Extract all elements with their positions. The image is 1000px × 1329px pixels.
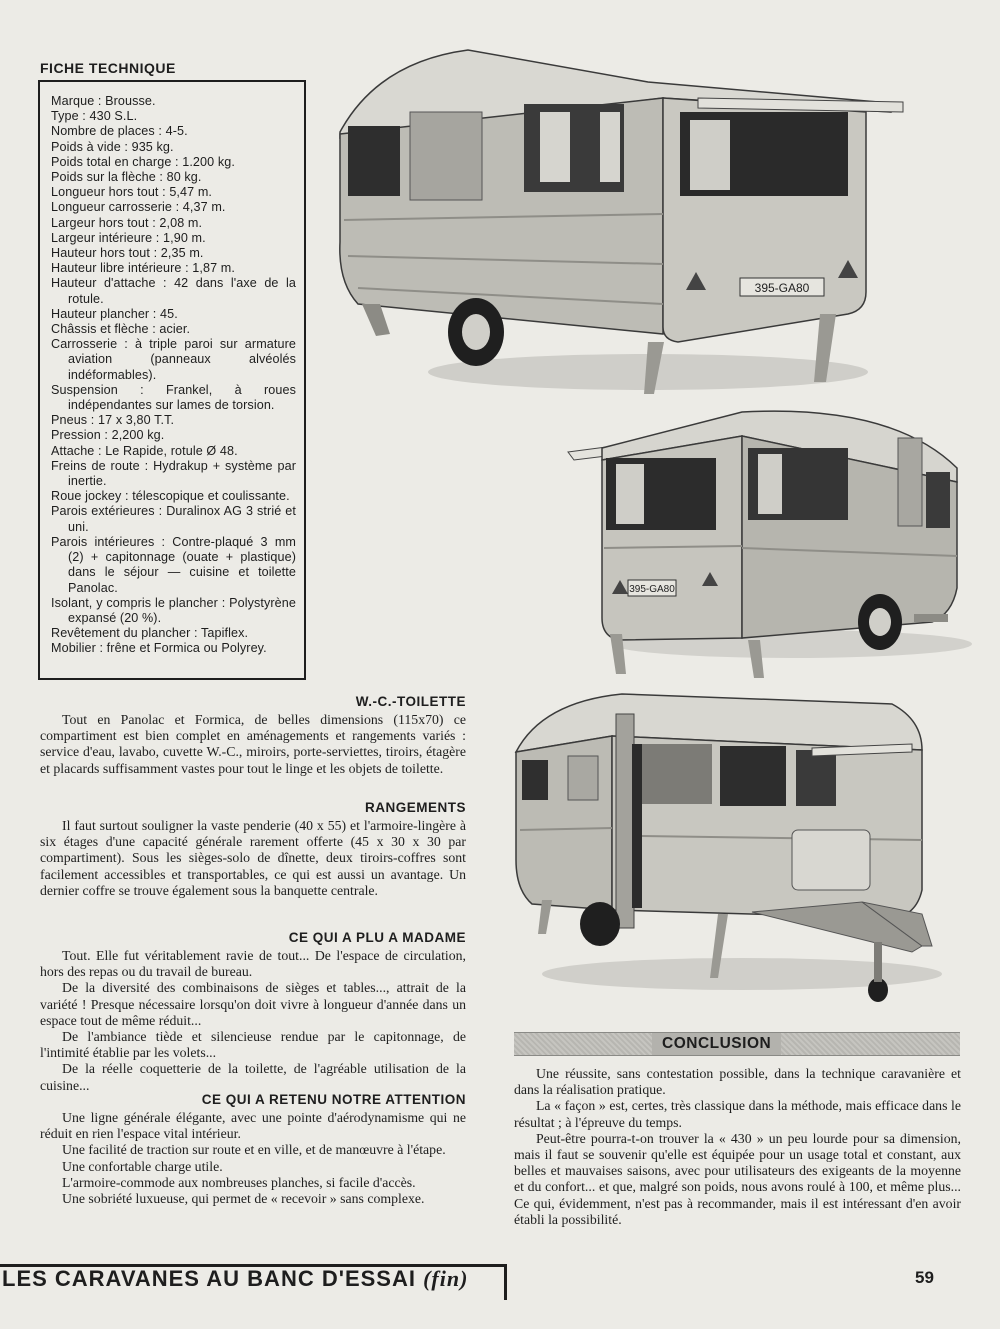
spec-item: Châssis et flèche : acier. [51, 322, 191, 337]
spec-item: Type : 430 S.L. [51, 109, 138, 124]
madame-section [40, 948, 466, 1094]
conclusion-section [514, 1066, 961, 1228]
spec-item: Pneus : 17 x 3,80 T.T. [51, 413, 175, 428]
rangements-paragraph: Il faut surtout souligner la vaste penderie (40 x 55) et l'armoire-lingère à six étages d'une capacité générale rarement offerte (45 x 30 x 30 par compartiment). Sous les sièges-solo de dînette, deux tiroirs-coffres sont facilement accessibles et transportables, ce qui est aussi un avantage. Un dernier coffre se trouve également sous la banquette centrale. [40, 818, 466, 898]
spec-item: Suspension : Frankel, à roues indépendantes sur lames de torsion. [51, 382, 296, 413]
rangements-section [40, 818, 466, 899]
spec-item: Roue jockey : télescopique et coulissante. [51, 489, 290, 504]
attention-paragraph: Une sobriété luxueuse, qui permet de « recevoir » sans complexe. [62, 1191, 425, 1207]
wc-heading: W.-C.-TOILETTE [355, 694, 466, 709]
caravan-photo-rear-three-quarter [562, 408, 990, 684]
rangements-heading: RANGEMENTS [364, 800, 466, 815]
fiche-technique-title: FICHE TECHNIQUE [40, 60, 176, 76]
spec-item: Hauteur plancher : 45. [51, 306, 178, 321]
spec-item: Hauteur libre intérieure : 1,87 m. [51, 261, 235, 276]
license-plate: 395-GA80 [754, 281, 810, 295]
conclusion-heading: CONCLUSION [652, 1033, 781, 1055]
running-title [2, 1266, 468, 1292]
spec-item: Parois intérieures : Contre-plaqué 3 mm (2) + capitonnage (ouate + plastique) dans le séjour — cuisine et toilette Panolac. [51, 534, 296, 595]
spec-item: Mobilier : frêne et Formica ou Polyrey. [51, 641, 267, 656]
madame-paragraph: De l'ambiance tiède et silencieuse rendue par le capitonnage, de l'intimité établie par les volets... [40, 1029, 466, 1061]
spec-item: Pression : 2,200 kg. [51, 428, 165, 443]
attention-paragraph: Une ligne générale élégante, avec une pointe d'aérodynamisme qui ne réduit en rien l'espace vital intérieur. [40, 1110, 466, 1142]
conclusion-paragraph: Peut-être pourra-t-on trouver la « 430 » un peu lourde pour sa dimension, mais il faut se souvenir qu'elle est équipée pour un usage total et constant, aux belles et mauvaises saisons, avec pour utilisateurs des exigeants de la moyenne et du confort... et que, malgré son poids, nous avons roulé à 100, et même plus... Ce qui, évidemment, n'est pas à recommander, mais il est intéressant d'en avoir établi la possibilité. [514, 1130, 961, 1227]
running-title-suffix: (fin) [423, 1266, 469, 1291]
spec-item: Poids à vide : 935 kg. [51, 139, 174, 154]
caravan-photo-rear-side [318, 42, 908, 414]
spec-list [51, 94, 296, 657]
madame-paragraph: De la réelle coquetterie de la toilette, de l'agréable utilisation de la cuisine... [40, 1061, 466, 1093]
spec-item: Longueur hors tout : 5,47 m. [51, 185, 213, 200]
attention-paragraph: Une confortable charge utile. [62, 1158, 223, 1174]
spec-item: Hauteur d'attache : 42 dans l'axe de la rotule. [51, 276, 296, 306]
madame-heading: CE QUI A PLU A MADAME [288, 930, 466, 945]
attention-paragraph: Une facilité de traction sur route et en ville, et de manœuvre à l'étape. [62, 1142, 446, 1158]
spec-item: Attache : Le Rapide, rotule Ø 48. [51, 443, 238, 458]
spec-item: Carrosserie : à triple paroi sur armature aviation (panneaux alvéolés indéformables). [51, 337, 296, 382]
spec-item: Poids total en charge : 1.200 kg. [51, 154, 235, 169]
wc-section [40, 712, 466, 777]
attention-section [40, 1110, 466, 1207]
attention-heading: CE QUI A RETENU NOTRE ATTENTION [201, 1092, 466, 1107]
license-plate: 395-GA80 [629, 584, 675, 595]
spec-item: Longueur carrosserie : 4,37 m. [51, 200, 226, 215]
spec-item: Nombre de places : 4-5. [51, 124, 188, 139]
conclusion-paragraph: La « façon » est, certes, très classique dans la méthode, mais efficace dans le résultat ; à l'épreuve du temps. [514, 1098, 961, 1130]
running-title-text: LES CARAVANES AU BANC D'ESSAI [2, 1266, 416, 1291]
spec-item: Revêtement du plancher : Tapiflex. [51, 626, 249, 641]
spec-item: Freins de route : Hydrakup + système par inertie. [51, 458, 296, 489]
spec-item: Largeur intérieure : 1,90 m. [51, 230, 206, 245]
spec-item: Largeur hors tout : 2,08 m. [51, 215, 203, 230]
spec-item: Hauteur hors tout : 2,35 m. [51, 246, 204, 261]
spec-item: Poids sur la flèche : 80 kg. [51, 170, 202, 185]
attention-paragraph: L'armoire-commode aux nombreuses planches, si facile d'accès. [62, 1174, 416, 1190]
spec-item: Parois extérieures : Duralinox AG 3 strié et uni. [51, 504, 296, 534]
conclusion-paragraph: Une réussite, sans contestation possible, dans la technique caravanière et dans la réalisation pratique. [514, 1066, 961, 1098]
fiche-technique-box [38, 80, 306, 680]
spec-item: Marque : Brousse. [51, 94, 156, 108]
wc-paragraph: Tout en Panolac et Formica, de belles dimensions (115x70) ce compartiment est bien complet en aménagements et rangements variés : service d'eau, lavabo, cuvette W.-C., miroirs, porte-serviettes, tiroirs, étagère et placards suffisamment vastes pour tout le linge et les objets de toilette. [40, 712, 466, 776]
spec-item: Isolant, y compris le plancher : Polystyrène expansé (20 %). [51, 595, 296, 625]
conclusion-banner [514, 1032, 960, 1056]
caravan-photo-front-door-open [512, 690, 942, 1016]
page-number: 59 [915, 1268, 934, 1287]
madame-paragraph: De la diversité des combinaisons de sièges et tables..., attrait de la variété ! Presque nécessaire lorsqu'on doit vivre à longueur d'année dans un espace tout de même réduit... [40, 980, 466, 1028]
madame-paragraph: Tout. Elle fut véritablement ravie de tout... De l'espace de circulation, hors des repas ou du travail de bureau. [40, 948, 466, 980]
footer-vertical-rule [504, 1264, 507, 1300]
